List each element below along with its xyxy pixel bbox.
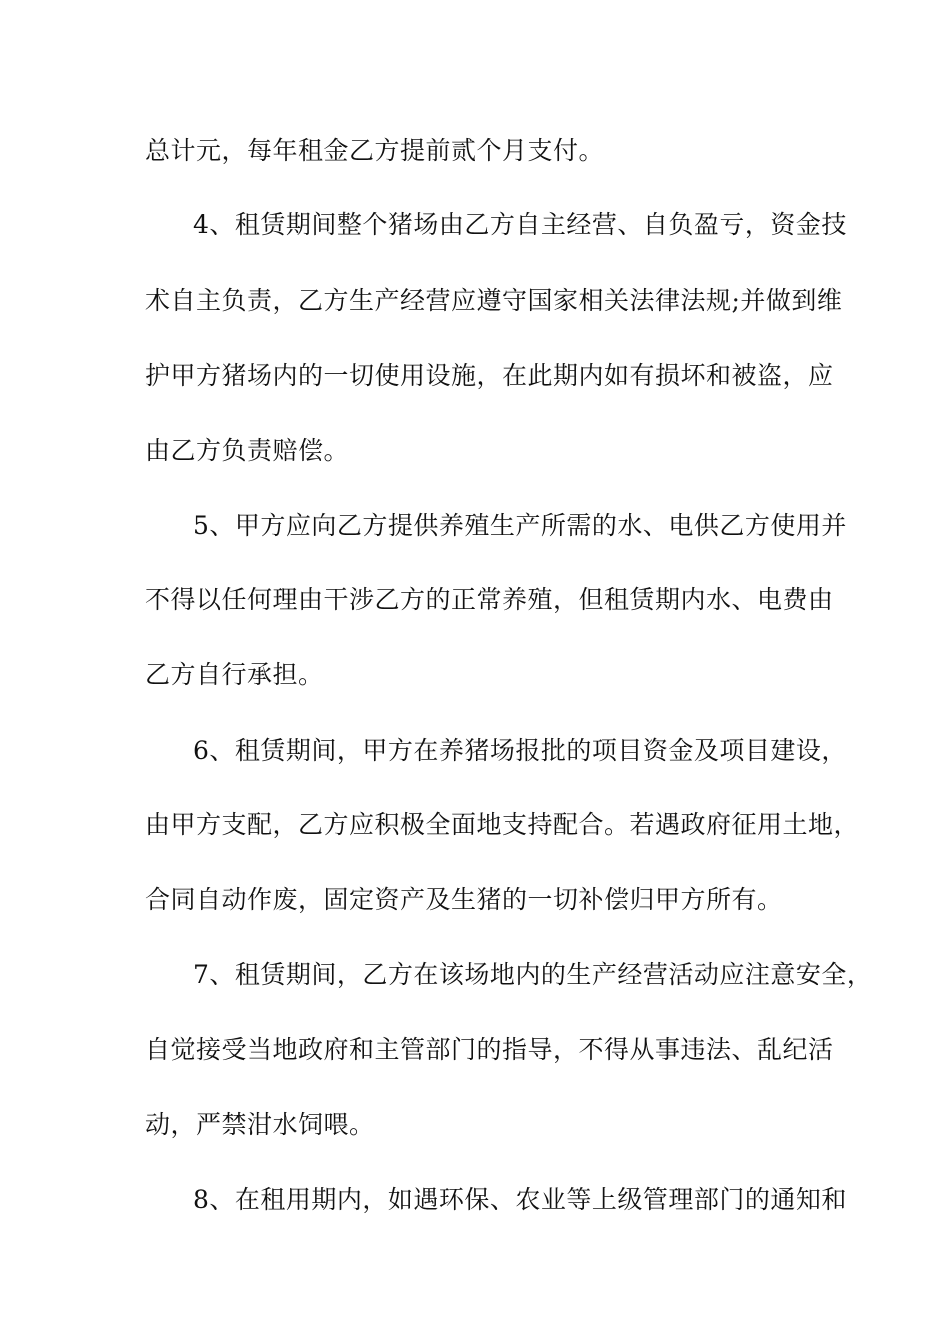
text-line: 合同自动作废，固定资产及生猪的一切补偿归甲方所有。 (145, 885, 783, 914)
text-line: 护甲方猪场内的一切使用设施，在此期内如有损坏和被盗，应 (145, 361, 834, 390)
clause-5-line: 5、甲方应向乙方提供养殖生产所需的水、电供乙方使用并 (193, 511, 847, 540)
text-line: 不得以任何理由干涉乙方的正常养殖，但租赁期内水、电费由 (145, 585, 834, 614)
clause-4-line: 4、租赁期间整个猪场由乙方自主经营、自负盈亏，资金技 (193, 210, 847, 239)
text-line: 总计元，每年租金乙方提前贰个月支付。 (145, 136, 605, 165)
text-line: 乙方自行承担。 (145, 660, 324, 689)
clause-7-line: 7、租赁期间，乙方在该场地内的生产经营活动应注意安全， (193, 960, 873, 989)
text-line: 自觉接受当地政府和主管部门的指导，不得从事违法、乱纪活 (145, 1035, 834, 1064)
clause-6-line: 6、租赁期间，甲方在养猪场报批的项目资金及项目建设， (193, 736, 847, 765)
text-line: 由甲方支配，乙方应积极全面地支持配合。若遇政府征用土地， (145, 810, 860, 839)
text-line: 动，严禁泔水饲喂。 (145, 1110, 375, 1139)
clause-8-line: 8、在租用期内，如遇环保、农业等上级管理部门的通知和 (193, 1185, 847, 1214)
text-line: 由乙方负责赔偿。 (145, 436, 350, 465)
text-line: 术自主负责，乙方生产经营应遵守国家相关法律法规;并做到维 (145, 286, 843, 315)
